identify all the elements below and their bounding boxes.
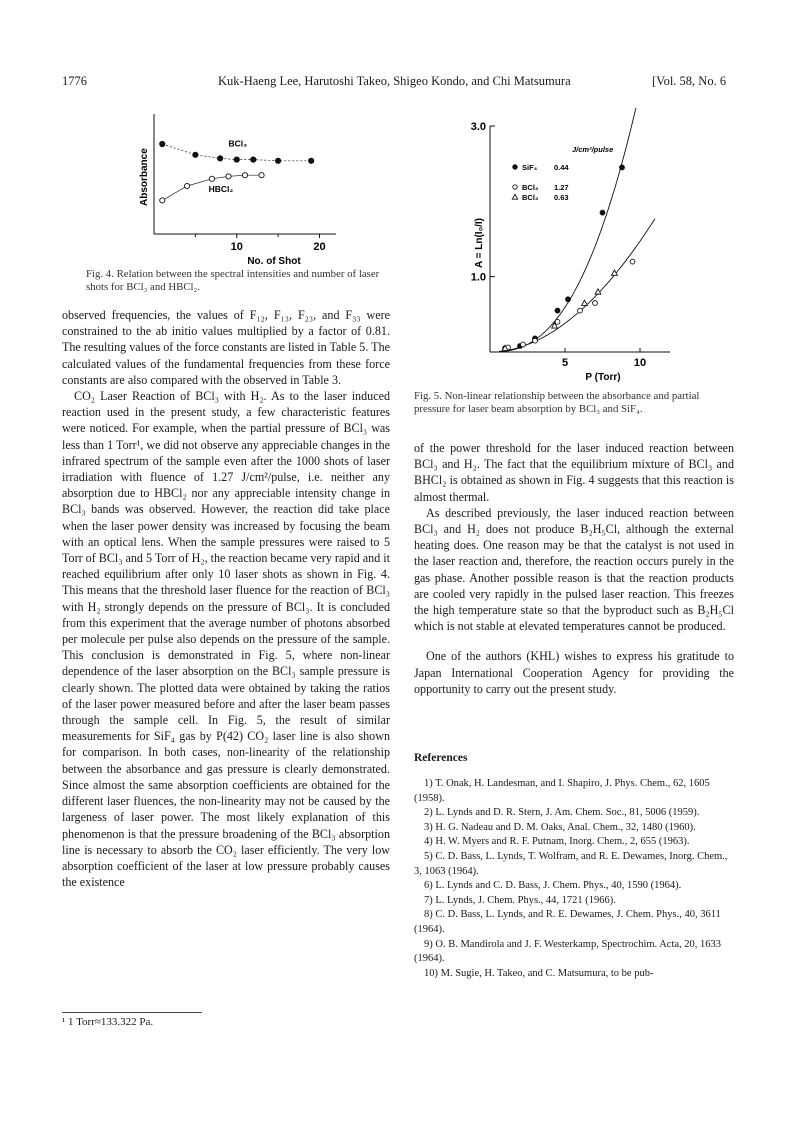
- fig5-data-point: [600, 210, 605, 215]
- references-list: [414, 777, 734, 981]
- reference-item: 8) C. D. Bass, L. Lynds, and R. E. Dewames, J. Chem. Phys., 40, 3611 (1964).: [414, 909, 721, 935]
- fig5-fit-curve-sif4: [499, 108, 637, 352]
- fig4-data-point: [226, 174, 231, 179]
- figure-4-chart: [120, 108, 360, 268]
- figure-4-caption: Fig. 4. Relation between the spectral intensities and number of laser shots for BCl₃ and HBCl₂.: [86, 268, 380, 293]
- fig4-data-point: [251, 157, 256, 162]
- fig5-data-point: [620, 165, 625, 170]
- acknowledgement: One of the authors (KHL) wishes to express his gratitude to Japan International Cooperation Agency for providing the opportunity to carry out the present study.: [414, 649, 734, 696]
- fig5-y-tick-label: 3.0: [470, 121, 486, 133]
- page-number: 1776: [62, 74, 87, 88]
- fig4-data-point: [193, 152, 198, 157]
- reference-item: 5) C. D. Bass, L. Lynds, T. Wolfram, and R. E. Dewames, Inorg. Chem., 3, 1063 (1964).: [414, 850, 728, 877]
- fig5-ylabel: A = Ln(I₀/I): [474, 218, 485, 268]
- fig4-data-point: [275, 158, 280, 163]
- fig5-legend-fluence: 1.27: [554, 183, 569, 192]
- fig4-xlabel: No. of Shot: [247, 256, 301, 267]
- paragraph: observed frequencies, the values of F₁₂, F₁₃, F₂₃, and F₃₃ were constrained to the ab initio values multiplied by a factor of 0.81. The resulting values of the force constants are listed in Table 5. The calculated values of the fundamental frequencies from these force constants are also compared with the observed in Table 3.: [62, 308, 390, 387]
- fig4-data-point: [259, 173, 264, 178]
- fig4-ylabel: Absorbance: [139, 148, 150, 206]
- fig4-series-label: HBCl₂: [208, 184, 234, 194]
- fig4-data-point: [242, 173, 247, 178]
- reference-item: 9) O. B. Mandirola and J. F. Westerkamp, Spectrochim. Acta, 20, 1633 (1964).: [414, 938, 722, 965]
- fig5-y-tick-label: 1.0: [470, 271, 486, 284]
- fig5-x-tick-label: 10: [633, 357, 647, 369]
- fig5-data-point: [533, 338, 538, 343]
- fig5-data-point: [578, 308, 583, 313]
- fig5-fit-curve-bcl3: [499, 219, 655, 352]
- reference-item: 6) L. Lynds and C. D. Bass, J. Chem. Phys., 40, 1590 (1964).: [424, 880, 682, 892]
- fig5-x-tick-label: 5: [561, 357, 569, 369]
- fig4-x-tick-label: 20: [313, 241, 326, 253]
- fig5-xlabel: P (Torr): [585, 372, 621, 383]
- figure-5-chart: [440, 108, 710, 384]
- reference-item: 4) H. W. Myers and R. F. Putnam, Inorg. Chem., 2, 655 (1963).: [424, 836, 690, 848]
- fig4-data-point: [209, 176, 214, 181]
- fig5-data-point: [630, 259, 635, 264]
- fig5-legend-marker: [512, 194, 517, 199]
- paragraph: As described previously, the laser induced reaction between BCl₃ and H₂ does not produce B₂H₅Cl, although the external heating does. One reason may be that the catalyst is not used in the laser reaction and, therefore, the reaction occurs purely in the gas phase. Another possible reason is that the reaction products are cooled very rapidly in the pulsed laser reaction. This freezes the high temperature state so that the byproduct such as B₂H₅Cl which is not stable at elevated temperatures cannot be produced.: [414, 505, 734, 634]
- running-head-authors: Kuk-Haeng Lee, Harutoshi Takeo, Shigeo Kondo, and Chi Matsumura: [218, 74, 571, 88]
- fig5-data-point: [521, 342, 526, 347]
- fig4-series-label: BCl₃: [228, 138, 248, 149]
- fig5-legend-marker: [513, 185, 517, 189]
- fig5-data-point: [555, 319, 560, 324]
- fig5-legend-marker: [513, 165, 517, 169]
- fig5-legend-series-name: BCl₃: [522, 193, 539, 202]
- fig4-data-point: [218, 156, 223, 161]
- fig4-data-point: [234, 157, 239, 162]
- fig5-legend-series-name: SiF₄: [522, 163, 538, 172]
- footnote: ¹ 1 Torr≈133.322 Pa.: [62, 1016, 154, 1028]
- right-column: [414, 440, 734, 697]
- reference-item: 7) L. Lynds, J. Chem. Phys., 44, 1721 (1966).: [424, 894, 616, 906]
- references-heading: References: [414, 752, 468, 764]
- figure-5-caption: Fig. 5. Non-linear relationship between the absorbance and partial pressure for laser beam absorption by BCl₃ and SiF₄.: [414, 390, 700, 415]
- fig5-legend-series-name: BCl₃: [522, 183, 539, 192]
- footnote-rule: [62, 1012, 202, 1013]
- fig5-data-point: [582, 300, 588, 305]
- left-column: [62, 307, 390, 890]
- fig4-data-point: [160, 198, 165, 203]
- fig5-legend-heading: J/cm²/pulse: [572, 145, 614, 154]
- reference-item: 10) M. Sugie, H. Takeo, and C. Matsumura, to be pub-: [424, 967, 654, 979]
- paragraph: of the power threshold for the laser induced reaction between BCl₃ and H₂. The fact that the equilibrium mixture of BCl₃ and BHCl₂ is obtained as shown in Fig. 4 suggests that this reaction is almost thermal.: [414, 441, 734, 504]
- fig5-legend-fluence: 0.63: [554, 193, 569, 202]
- reference-item: 1) T. Onak, H. Landesman, and I. Shapiro, J. Phys. Chem., 62, 1605 (1958).: [414, 778, 710, 804]
- reference-item: 3) H. G. Nadeau and D. M. Oaks, Anal. Chem., 32, 1480 (1960).: [424, 821, 696, 833]
- fig4-data-point: [184, 183, 189, 188]
- fig5-legend-fluence: 0.44: [554, 163, 569, 172]
- reference-item: 2) L. Lynds and D. R. Stern, J. Am. Chem. Soc., 81, 5006 (1959).: [424, 807, 700, 819]
- fig4-data-point: [309, 158, 314, 163]
- fig5-data-point: [593, 301, 598, 306]
- fig5-data-point: [555, 308, 560, 313]
- fig4-x-tick-label: 10: [230, 241, 243, 253]
- running-head-volume: [Vol. 58, No. 6: [652, 74, 727, 88]
- fig5-data-point: [566, 297, 571, 302]
- fig4-data-point: [160, 141, 165, 146]
- paragraph: CO₂ Laser Reaction of BCl₃ with H₂. As to the laser induced reaction used in the present study, a few characteristic features were noticed. For example, when the partial pressure of BCl₃ was less than 1 Torr¹, we did not observe any appreciable changes in the infrared spectrum of the sample even after the 1000 shots of laser irradiation with fluence of 1.27 J/cm²/pulse, i.e. neither any absorption due to HBCl₂ nor any appreciable intensity change in BCl₃ bands was observed. However, the reaction did take place when the laser power density was increased by focusing the beam with an optical lens. When the sample pressures were raised to 5 Torr of BCl₃ and 5 Torr of H₂, the reaction became very rapid and it reached equilibrium after only 10 laser shots as shown in Fig. 4. This means that the threshold laser fluence for the reaction of BCl₃ with H₂ strongly depends on the pressure of BCl₃. It is concluded from this experiment that the average number of photons absorbed per molecule per pulse also depends on the pressure of the sample. This conclusion is demonstrated in Fig. 5, where non-linear dependence of the laser absorption on the BCl₃ sample pressure is clearly shown. The plotted data were obtained by taking the ratios of the laser power measured before and after the laser beam passes through the sample cell. In Fig. 5, the result of similar measurements for SiF₄ gas by P(42) CO₂ laser line is also shown for comparison. In both cases, non-linearity of the relationship between the absorbance and gas pressure is clearly demonstrated. Since almost the same absorption coefficients are obtained for the different laser fluences, the non-linearity may not be caused by the largeness of laser power. The most likely explanation of this phenomenon is that the pressure broadening of the BCl₃ absorption line is necessary to absorb the CO₂ laser efficiently. The very low absorption coefficient of the laser at low pressure probably causes the existence: [62, 389, 390, 890]
